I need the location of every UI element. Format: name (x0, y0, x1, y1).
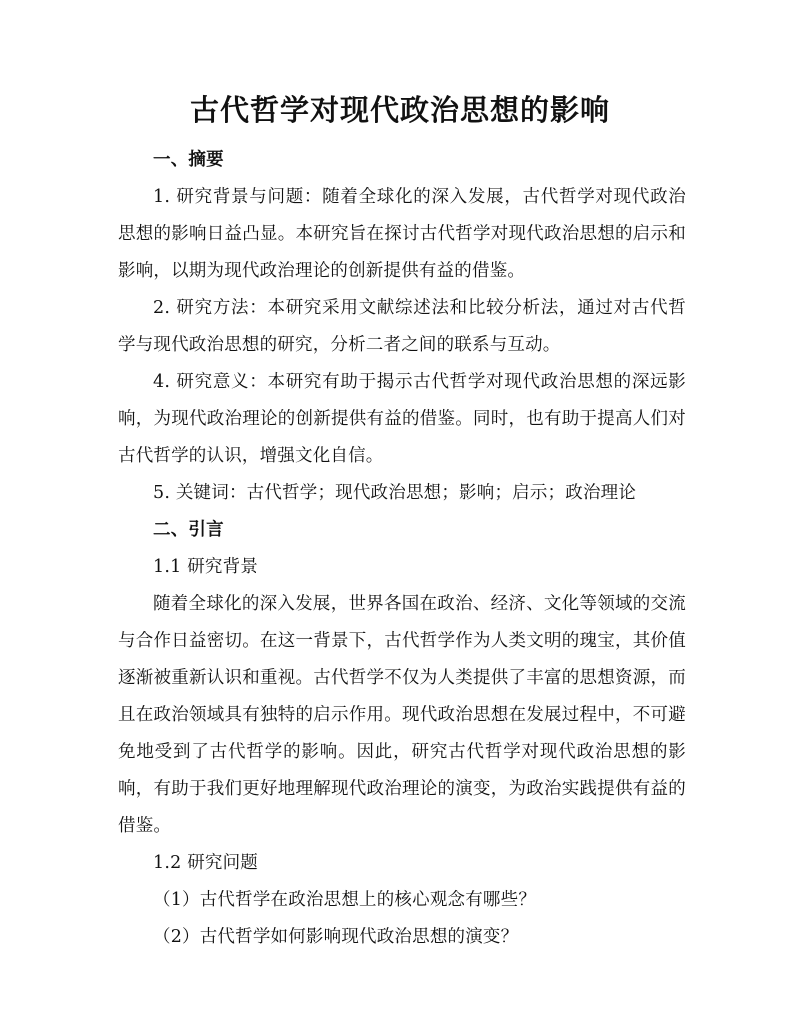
abstract-paragraph-background: 1. 研究背景与问题：随着全球化的深入发展，古代哲学对现代政治思想的影响日益凸显。本研究旨在探讨古代哲学对现代政治思想的启示和影响，以期为现代政治理论的创新提供有益的借鉴。 (118, 187, 686, 281)
abstract-heading: 一、摘要 (153, 150, 224, 170)
intro-subheading-questions: 1.2 研究问题 (153, 853, 258, 873)
document-body (118, 142, 686, 956)
research-question-1: （1）古代哲学在政治思想上的核心观念有哪些？ (153, 890, 537, 910)
research-question-2: （2）古代哲学如何影响现代政治思想的演变？ (153, 927, 519, 947)
intro-paragraph-background: 随着全球化的深入发展，世界各国在政治、经济、文化等领域的交流与合作日益密切。在这一背景下，古代哲学作为人类文明的瑰宝，其价值逐渐被重新认识和重视。古代哲学不仅为人类提供了丰富的思想资源，而且在政治领域具有独特的启示作用。现代政治思想在发展过程中，不可避免地受到了古代哲学的影响。因此，研究古代哲学对现代政治思想的影响，有助于我们更好地理解现代政治理论的演变，为政治实践提供有益的借鉴。 (118, 594, 686, 836)
intro-heading: 二、引言 (153, 520, 224, 540)
abstract-paragraph-method: 2. 研究方法：本研究采用文献综述法和比较分析法，通过对古代哲学与现代政治思想的研究，分析二者之间的联系与互动。 (118, 298, 686, 355)
intro-subheading-background: 1.1 研究背景 (153, 557, 258, 577)
abstract-paragraph-keywords: 5. 关键词：古代哲学；现代政治思想；影响；启示；政治理论 (153, 483, 637, 503)
abstract-paragraph-significance: 4. 研究意义：本研究有助于揭示古代哲学对现代政治思想的深远影响，为现代政治理论的创新提供有益的借鉴。同时，也有助于提高人们对古代哲学的认识，增强文化自信。 (118, 372, 686, 466)
document-title: 古代哲学对现代政治思想的影响 (189, 93, 610, 127)
